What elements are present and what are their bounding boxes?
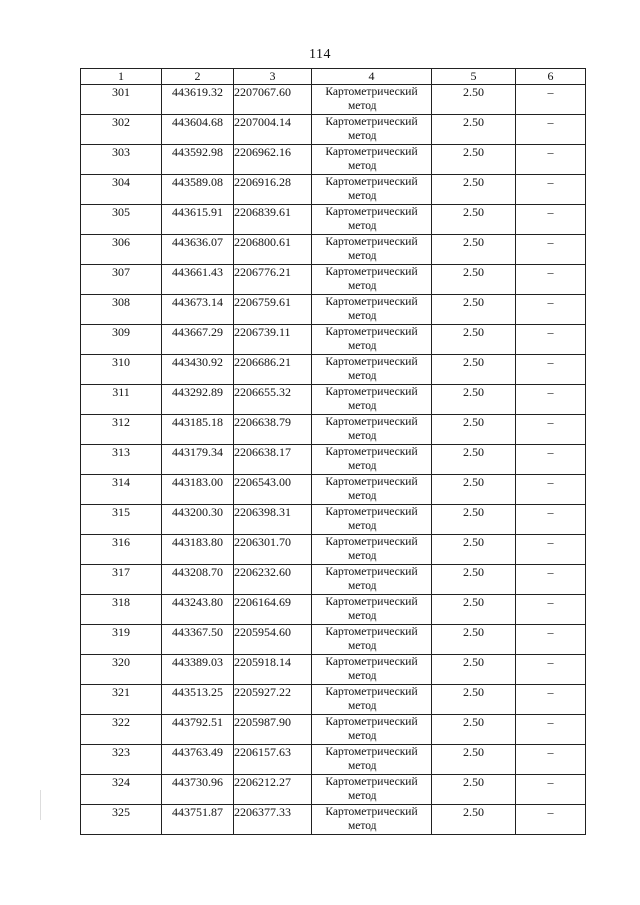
precision-cell: 2.50 bbox=[432, 715, 516, 745]
table-row bbox=[81, 145, 586, 175]
y-coordinate-cell: 2206759.61 bbox=[234, 295, 312, 325]
table-row bbox=[81, 625, 586, 655]
method-line-2: метод bbox=[348, 610, 377, 622]
note-cell: – bbox=[516, 175, 586, 205]
method-line-2: метод bbox=[348, 310, 377, 322]
note-cell: – bbox=[516, 685, 586, 715]
method-cell bbox=[312, 235, 432, 265]
scan-artifact bbox=[40, 790, 41, 820]
method-line-2: метод bbox=[348, 190, 377, 202]
method-line-2: метод bbox=[348, 640, 377, 652]
x-coordinate-cell: 443636.07 bbox=[162, 235, 234, 265]
note-cell: – bbox=[516, 265, 586, 295]
precision-cell: 2.50 bbox=[432, 175, 516, 205]
method-line-1: Картометрический bbox=[325, 206, 418, 218]
y-coordinate-cell: 2206377.33 bbox=[234, 805, 312, 835]
x-coordinate-cell: 443513.25 bbox=[162, 685, 234, 715]
y-coordinate-cell: 2206164.69 bbox=[234, 595, 312, 625]
precision-cell: 2.50 bbox=[432, 475, 516, 505]
point-number-cell: 320 bbox=[81, 655, 162, 685]
method-line-1: Картометрический bbox=[325, 566, 418, 578]
precision-cell: 2.50 bbox=[432, 505, 516, 535]
x-coordinate-cell: 443185.18 bbox=[162, 415, 234, 445]
precision-cell: 2.50 bbox=[432, 85, 516, 115]
precision-cell: 2.50 bbox=[432, 295, 516, 325]
note-cell: – bbox=[516, 745, 586, 775]
table-row bbox=[81, 265, 586, 295]
precision-cell: 2.50 bbox=[432, 205, 516, 235]
method-line-1: Картометрический bbox=[325, 176, 418, 188]
note-cell: – bbox=[516, 505, 586, 535]
method-line-2: метод bbox=[348, 820, 377, 832]
table-row bbox=[81, 535, 586, 565]
method-cell bbox=[312, 715, 432, 745]
point-number-cell: 302 bbox=[81, 115, 162, 145]
method-cell bbox=[312, 535, 432, 565]
method-line-2: метод bbox=[348, 460, 377, 472]
note-cell: – bbox=[516, 205, 586, 235]
method-line-2: метод bbox=[348, 370, 377, 382]
table-row bbox=[81, 745, 586, 775]
y-coordinate-cell: 2205918.14 bbox=[234, 655, 312, 685]
method-line-2: метод bbox=[348, 490, 377, 502]
x-coordinate-cell: 443430.92 bbox=[162, 355, 234, 385]
method-cell bbox=[312, 595, 432, 625]
y-coordinate-cell: 2206962.16 bbox=[234, 145, 312, 175]
method-line-1: Картометрический bbox=[325, 266, 418, 278]
precision-cell: 2.50 bbox=[432, 115, 516, 145]
x-coordinate-cell: 443292.89 bbox=[162, 385, 234, 415]
x-coordinate-cell: 443367.50 bbox=[162, 625, 234, 655]
method-cell bbox=[312, 625, 432, 655]
precision-cell: 2.50 bbox=[432, 325, 516, 355]
x-coordinate-cell: 443183.00 bbox=[162, 475, 234, 505]
note-cell: – bbox=[516, 385, 586, 415]
method-cell bbox=[312, 265, 432, 295]
note-cell: – bbox=[516, 775, 586, 805]
point-number-cell: 306 bbox=[81, 235, 162, 265]
x-coordinate-cell: 443792.51 bbox=[162, 715, 234, 745]
table-row bbox=[81, 385, 586, 415]
y-coordinate-cell: 2206655.32 bbox=[234, 385, 312, 415]
precision-cell: 2.50 bbox=[432, 565, 516, 595]
method-line-1: Картометрический bbox=[325, 116, 418, 128]
precision-cell: 2.50 bbox=[432, 595, 516, 625]
method-line-1: Картометрический bbox=[325, 356, 418, 368]
column-header-1: 1 bbox=[81, 69, 162, 85]
method-cell bbox=[312, 475, 432, 505]
note-cell: – bbox=[516, 595, 586, 625]
point-number-cell: 305 bbox=[81, 205, 162, 235]
method-line-1: Картометрический bbox=[325, 656, 418, 668]
point-number-cell: 310 bbox=[81, 355, 162, 385]
y-coordinate-cell: 2206212.27 bbox=[234, 775, 312, 805]
y-coordinate-cell: 2206638.17 bbox=[234, 445, 312, 475]
point-number-cell: 312 bbox=[81, 415, 162, 445]
coordinates-table bbox=[80, 68, 586, 835]
precision-cell: 2.50 bbox=[432, 625, 516, 655]
table-row bbox=[81, 115, 586, 145]
method-line-1: Картометрический bbox=[325, 806, 418, 818]
x-coordinate-cell: 443673.14 bbox=[162, 295, 234, 325]
x-coordinate-cell: 443200.30 bbox=[162, 505, 234, 535]
point-number-cell: 304 bbox=[81, 175, 162, 205]
method-line-1: Картометрический bbox=[325, 86, 418, 98]
method-cell bbox=[312, 505, 432, 535]
y-coordinate-cell: 2206232.60 bbox=[234, 565, 312, 595]
precision-cell: 2.50 bbox=[432, 355, 516, 385]
note-cell: – bbox=[516, 445, 586, 475]
precision-cell: 2.50 bbox=[432, 265, 516, 295]
point-number-cell: 314 bbox=[81, 475, 162, 505]
x-coordinate-cell: 443243.80 bbox=[162, 595, 234, 625]
x-coordinate-cell: 443179.34 bbox=[162, 445, 234, 475]
table-row bbox=[81, 205, 586, 235]
precision-cell: 2.50 bbox=[432, 535, 516, 565]
method-line-2: метод bbox=[348, 670, 377, 682]
method-line-2: метод bbox=[348, 250, 377, 262]
point-number-cell: 321 bbox=[81, 685, 162, 715]
precision-cell: 2.50 bbox=[432, 745, 516, 775]
method-line-1: Картометрический bbox=[325, 416, 418, 428]
precision-cell: 2.50 bbox=[432, 805, 516, 835]
x-coordinate-cell: 443592.98 bbox=[162, 145, 234, 175]
table-row bbox=[81, 445, 586, 475]
x-coordinate-cell: 443183.80 bbox=[162, 535, 234, 565]
note-cell: – bbox=[516, 355, 586, 385]
note-cell: – bbox=[516, 415, 586, 445]
table-row bbox=[81, 565, 586, 595]
method-line-1: Картометрический bbox=[325, 506, 418, 518]
method-cell bbox=[312, 685, 432, 715]
method-line-2: метод bbox=[348, 430, 377, 442]
note-cell: – bbox=[516, 625, 586, 655]
method-cell bbox=[312, 385, 432, 415]
x-coordinate-cell: 443589.08 bbox=[162, 175, 234, 205]
table-row bbox=[81, 175, 586, 205]
method-line-1: Картометрический bbox=[325, 686, 418, 698]
table-row bbox=[81, 715, 586, 745]
y-coordinate-cell: 2206157.63 bbox=[234, 745, 312, 775]
x-coordinate-cell: 443615.91 bbox=[162, 205, 234, 235]
y-coordinate-cell: 2206800.61 bbox=[234, 235, 312, 265]
method-cell bbox=[312, 805, 432, 835]
table-row bbox=[81, 325, 586, 355]
method-line-2: метод bbox=[348, 580, 377, 592]
table-row bbox=[81, 685, 586, 715]
note-cell: – bbox=[516, 475, 586, 505]
note-cell: – bbox=[516, 85, 586, 115]
x-coordinate-cell: 443667.29 bbox=[162, 325, 234, 355]
table-row bbox=[81, 655, 586, 685]
method-line-1: Картометрический bbox=[325, 476, 418, 488]
method-line-1: Картометрический bbox=[325, 326, 418, 338]
method-line-1: Картометрический bbox=[325, 746, 418, 758]
method-cell bbox=[312, 85, 432, 115]
note-cell: – bbox=[516, 655, 586, 685]
point-number-cell: 303 bbox=[81, 145, 162, 175]
method-line-2: метод bbox=[348, 550, 377, 562]
y-coordinate-cell: 2206839.61 bbox=[234, 205, 312, 235]
method-line-1: Картометрический bbox=[325, 296, 418, 308]
point-number-cell: 322 bbox=[81, 715, 162, 745]
table-row bbox=[81, 775, 586, 805]
method-line-1: Картометрический bbox=[325, 146, 418, 158]
y-coordinate-cell: 2206398.31 bbox=[234, 505, 312, 535]
note-cell: – bbox=[516, 145, 586, 175]
method-cell bbox=[312, 565, 432, 595]
method-line-1: Картометрический bbox=[325, 596, 418, 608]
table-row bbox=[81, 85, 586, 115]
point-number-cell: 317 bbox=[81, 565, 162, 595]
note-cell: – bbox=[516, 565, 586, 595]
point-number-cell: 323 bbox=[81, 745, 162, 775]
point-number-cell: 325 bbox=[81, 805, 162, 835]
method-line-2: метод bbox=[348, 520, 377, 532]
point-number-cell: 307 bbox=[81, 265, 162, 295]
method-line-2: метод bbox=[348, 100, 377, 112]
y-coordinate-cell: 2206739.11 bbox=[234, 325, 312, 355]
y-coordinate-cell: 2206638.79 bbox=[234, 415, 312, 445]
method-line-1: Картометрический bbox=[325, 626, 418, 638]
precision-cell: 2.50 bbox=[432, 685, 516, 715]
x-coordinate-cell: 443389.03 bbox=[162, 655, 234, 685]
point-number-cell: 301 bbox=[81, 85, 162, 115]
note-cell: – bbox=[516, 115, 586, 145]
method-line-2: метод bbox=[348, 280, 377, 292]
method-line-2: метод bbox=[348, 760, 377, 772]
method-line-2: метод bbox=[348, 730, 377, 742]
table-row bbox=[81, 595, 586, 625]
method-cell bbox=[312, 295, 432, 325]
column-header-5: 5 bbox=[432, 69, 516, 85]
note-cell: – bbox=[516, 805, 586, 835]
note-cell: – bbox=[516, 715, 586, 745]
x-coordinate-cell: 443619.32 bbox=[162, 85, 234, 115]
table-header-row bbox=[81, 69, 586, 85]
y-coordinate-cell: 2206776.21 bbox=[234, 265, 312, 295]
method-line-1: Картометрический bbox=[325, 716, 418, 728]
precision-cell: 2.50 bbox=[432, 775, 516, 805]
note-cell: – bbox=[516, 235, 586, 265]
point-number-cell: 309 bbox=[81, 325, 162, 355]
method-cell bbox=[312, 175, 432, 205]
method-line-2: метод bbox=[348, 160, 377, 172]
method-cell bbox=[312, 655, 432, 685]
y-coordinate-cell: 2207067.60 bbox=[234, 85, 312, 115]
method-line-2: метод bbox=[348, 340, 377, 352]
page-number: 114 bbox=[309, 47, 331, 62]
method-line-1: Картометрический bbox=[325, 386, 418, 398]
table-row bbox=[81, 415, 586, 445]
method-line-2: метод bbox=[348, 220, 377, 232]
precision-cell: 2.50 bbox=[432, 145, 516, 175]
method-cell bbox=[312, 115, 432, 145]
y-coordinate-cell: 2206686.21 bbox=[234, 355, 312, 385]
precision-cell: 2.50 bbox=[432, 385, 516, 415]
x-coordinate-cell: 443763.49 bbox=[162, 745, 234, 775]
method-cell bbox=[312, 415, 432, 445]
point-number-cell: 316 bbox=[81, 535, 162, 565]
method-line-2: метод bbox=[348, 400, 377, 412]
method-cell bbox=[312, 205, 432, 235]
note-cell: – bbox=[516, 535, 586, 565]
precision-cell: 2.50 bbox=[432, 235, 516, 265]
x-coordinate-cell: 443604.68 bbox=[162, 115, 234, 145]
method-cell bbox=[312, 745, 432, 775]
method-cell bbox=[312, 325, 432, 355]
table-row bbox=[81, 295, 586, 325]
precision-cell: 2.50 bbox=[432, 445, 516, 475]
point-number-cell: 324 bbox=[81, 775, 162, 805]
table-body bbox=[81, 85, 586, 835]
y-coordinate-cell: 2206301.70 bbox=[234, 535, 312, 565]
column-header-2: 2 bbox=[162, 69, 234, 85]
column-header-6: 6 bbox=[516, 69, 586, 85]
table-row bbox=[81, 475, 586, 505]
method-line-2: метод bbox=[348, 700, 377, 712]
x-coordinate-cell: 443661.43 bbox=[162, 265, 234, 295]
method-cell bbox=[312, 355, 432, 385]
column-header-4: 4 bbox=[312, 69, 432, 85]
x-coordinate-cell: 443751.87 bbox=[162, 805, 234, 835]
method-cell bbox=[312, 145, 432, 175]
table-row bbox=[81, 805, 586, 835]
method-line-2: метод bbox=[348, 790, 377, 802]
table-row bbox=[81, 355, 586, 385]
y-coordinate-cell: 2205987.90 bbox=[234, 715, 312, 745]
precision-cell: 2.50 bbox=[432, 415, 516, 445]
table-row bbox=[81, 235, 586, 265]
method-cell bbox=[312, 445, 432, 475]
point-number-cell: 319 bbox=[81, 625, 162, 655]
column-header-3: 3 bbox=[234, 69, 312, 85]
method-line-1: Картометрический bbox=[325, 776, 418, 788]
method-cell bbox=[312, 775, 432, 805]
point-number-cell: 308 bbox=[81, 295, 162, 325]
y-coordinate-cell: 2206543.00 bbox=[234, 475, 312, 505]
y-coordinate-cell: 2205954.60 bbox=[234, 625, 312, 655]
method-line-1: Картометрический bbox=[325, 446, 418, 458]
point-number-cell: 318 bbox=[81, 595, 162, 625]
method-line-1: Картометрический bbox=[325, 536, 418, 548]
method-line-2: метод bbox=[348, 130, 377, 142]
table-row bbox=[81, 505, 586, 535]
x-coordinate-cell: 443208.70 bbox=[162, 565, 234, 595]
y-coordinate-cell: 2206916.28 bbox=[234, 175, 312, 205]
note-cell: – bbox=[516, 295, 586, 325]
note-cell: – bbox=[516, 325, 586, 355]
precision-cell: 2.50 bbox=[432, 655, 516, 685]
y-coordinate-cell: 2205927.22 bbox=[234, 685, 312, 715]
point-number-cell: 315 bbox=[81, 505, 162, 535]
method-line-1: Картометрический bbox=[325, 236, 418, 248]
point-number-cell: 311 bbox=[81, 385, 162, 415]
x-coordinate-cell: 443730.96 bbox=[162, 775, 234, 805]
point-number-cell: 313 bbox=[81, 445, 162, 475]
y-coordinate-cell: 2207004.14 bbox=[234, 115, 312, 145]
